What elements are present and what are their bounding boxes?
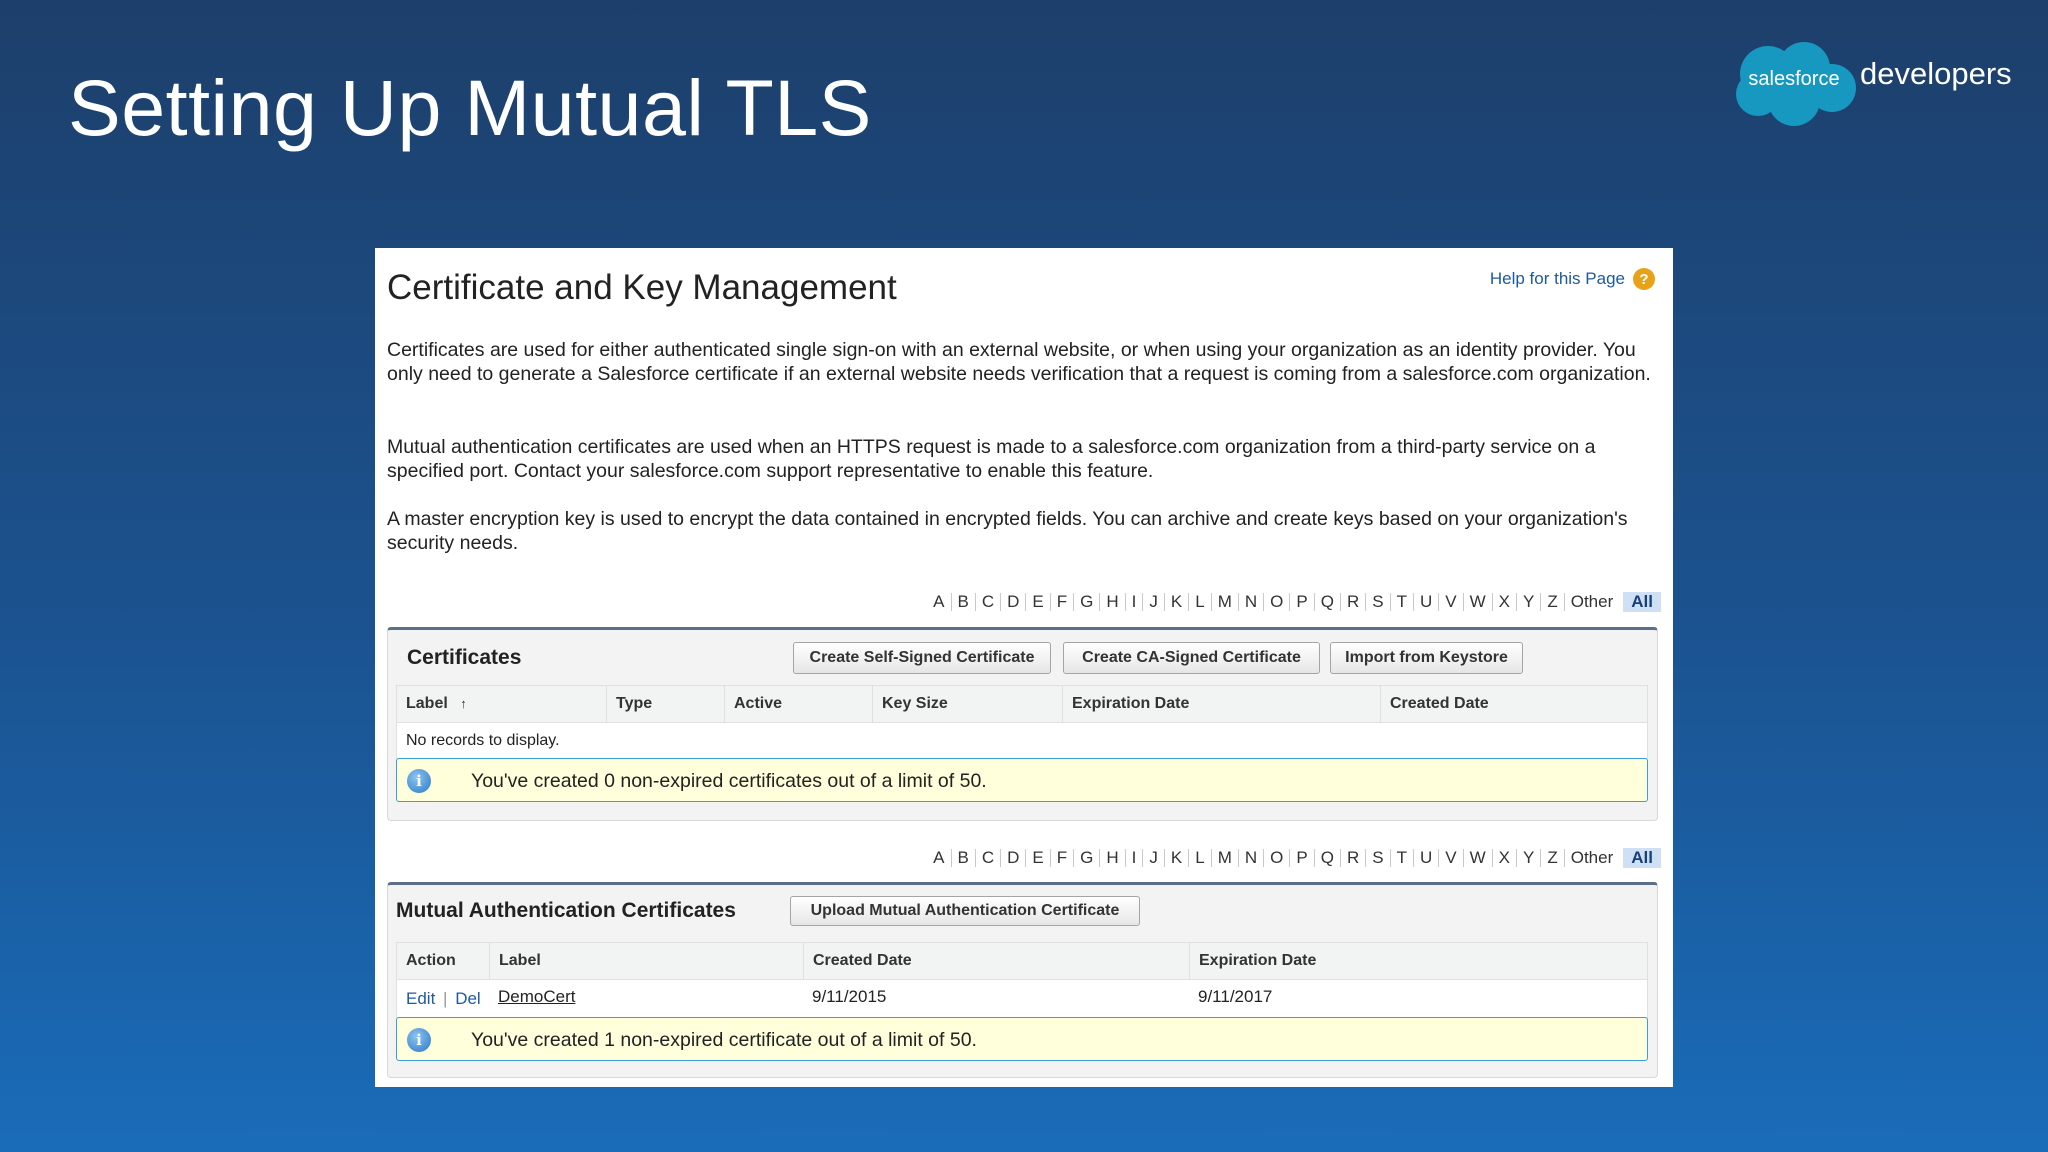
empty-records-text: No records to display. [406, 732, 560, 749]
mutual-auth-header [388, 885, 1657, 943]
column-expiration-date[interactable]: Expiration Date [1062, 686, 1380, 722]
alpha-filter-e[interactable]: E [1025, 593, 1049, 611]
certificates-info-message [396, 758, 1648, 802]
edit-link[interactable]: Edit [406, 989, 436, 1008]
column-action: Action [406, 952, 456, 969]
alpha-filter-certificates [927, 592, 1661, 612]
alpha-filter-e[interactable]: E [1025, 849, 1049, 867]
salesforce-developers-logo [1732, 38, 2022, 128]
delete-link[interactable]: Del [455, 989, 481, 1008]
alpha-filter-t[interactable]: T [1390, 849, 1413, 867]
column-label[interactable]: Label [489, 943, 803, 979]
description-certificates: Certificates are used for either authenticated single sign-on with an external website, or when using your organization as an identity provider. You only need to generate a Salesforce certificate if an external website needs verification that a request is coming from a salesforce.com organization. [387, 339, 1651, 385]
alpha-filter-o[interactable]: O [1263, 849, 1289, 867]
alpha-filter-r[interactable]: R [1340, 593, 1365, 611]
column-label-text: Label [406, 695, 448, 712]
certificates-header [388, 630, 1657, 688]
description-mutual-auth: Mutual authentication certificates are used when an HTTPS request is made to a salesforce.com organization from a third-party service on a specified port. Contact your salesforce.com support representative to enable this feature. [387, 436, 1596, 482]
help-link[interactable]: Help for this Page [1489, 269, 1625, 288]
alpha-filter-y[interactable]: Y [1516, 593, 1540, 611]
alpha-filter-l[interactable]: L [1188, 849, 1210, 867]
alpha-filter-k[interactable]: K [1164, 593, 1188, 611]
expiration-date-cell: 9/11/2017 [1198, 987, 1273, 1006]
section-title: Certificates [407, 646, 522, 669]
alpha-filter-other[interactable]: Other [1564, 849, 1620, 867]
alpha-filter-z[interactable]: Z [1540, 849, 1563, 867]
alpha-filter-t[interactable]: T [1390, 593, 1413, 611]
alpha-filter-k[interactable]: K [1164, 849, 1188, 867]
section-title: Mutual Authentication Certificates [396, 899, 736, 922]
alpha-filter-z[interactable]: Z [1540, 593, 1563, 611]
alpha-filter-n[interactable]: N [1238, 849, 1263, 867]
column-label[interactable] [397, 686, 606, 722]
alpha-filter-w[interactable]: W [1463, 593, 1492, 611]
alpha-filter-n[interactable]: N [1238, 593, 1263, 611]
alpha-filter-all[interactable]: All [1623, 848, 1661, 868]
alpha-filter-q[interactable]: Q [1314, 849, 1340, 867]
alpha-filter-all[interactable]: All [1623, 592, 1661, 612]
alpha-filter-u[interactable]: U [1413, 849, 1438, 867]
info-text: You've created 1 non-expired certificate out of a limit of 50. [471, 1029, 977, 1051]
mutual-auth-table [396, 942, 1648, 1018]
created-date-cell: 9/11/2015 [812, 987, 887, 1006]
mutual-auth-section [387, 882, 1658, 1078]
column-key-size[interactable]: Key Size [872, 686, 1062, 722]
cert-label-text[interactable]: DemoCert [498, 987, 576, 1006]
page-title: Certificate and Key Management [387, 268, 897, 307]
help-for-page[interactable] [1490, 268, 1655, 290]
alpha-filter-j[interactable]: J [1142, 849, 1164, 867]
cert-label-link[interactable] [498, 987, 575, 1007]
alpha-filter-mutual-auth [927, 848, 1661, 868]
alpha-filter-b[interactable]: B [951, 849, 975, 867]
logo-product-text: developers [1860, 56, 2012, 91]
alpha-filter-f[interactable]: F [1050, 849, 1073, 867]
alpha-filter-h[interactable]: H [1099, 593, 1124, 611]
table-header [397, 686, 1647, 723]
row-actions [406, 989, 481, 1009]
mutual-auth-info-message [396, 1017, 1648, 1061]
alpha-filter-m[interactable]: M [1211, 849, 1238, 867]
alpha-filter-p[interactable]: P [1289, 593, 1313, 611]
alpha-filter-o[interactable]: O [1263, 593, 1289, 611]
import-keystore-button[interactable]: Import from Keystore [1330, 642, 1523, 674]
alpha-filter-d[interactable]: D [1000, 593, 1025, 611]
info-text: You've created 0 non-expired certificates out of a limit of 50. [471, 770, 987, 792]
alpha-filter-a[interactable]: A [933, 592, 945, 611]
alpha-filter-i[interactable]: I [1125, 849, 1143, 867]
table-header [397, 943, 1647, 980]
create-ca-signed-button[interactable]: Create CA-Signed Certificate [1063, 642, 1320, 674]
alpha-filter-a[interactable]: A [933, 848, 945, 867]
certificates-table [396, 685, 1648, 759]
alpha-filter-q[interactable]: Q [1314, 593, 1340, 611]
alpha-filter-d[interactable]: D [1000, 849, 1025, 867]
action-separator: | [443, 989, 448, 1008]
column-created-date[interactable]: Created Date [803, 943, 1189, 979]
alpha-filter-c[interactable]: C [975, 593, 1000, 611]
alpha-filter-h[interactable]: H [1099, 849, 1124, 867]
info-icon: i [407, 769, 431, 793]
alpha-filter-s[interactable]: S [1365, 849, 1389, 867]
description-master-key: A master encryption key is used to encrypt the data contained in encrypted fields. You can archive and create keys based on your organization's security needs. [387, 508, 1628, 554]
certificate-management-screenshot [375, 248, 1673, 1087]
alpha-filter-s[interactable]: S [1365, 593, 1389, 611]
alpha-filter-u[interactable]: U [1413, 593, 1438, 611]
alpha-filter-x[interactable]: X [1492, 593, 1516, 611]
alpha-filter-p[interactable]: P [1289, 849, 1313, 867]
column-type[interactable]: Type [606, 686, 724, 722]
help-icon[interactable]: ? [1633, 268, 1655, 290]
sort-ascending-icon: ↑ [460, 696, 467, 711]
alpha-filter-b[interactable]: B [951, 593, 975, 611]
alpha-filter-other[interactable]: Other [1564, 593, 1620, 611]
alpha-filter-g[interactable]: G [1073, 593, 1099, 611]
alpha-filter-l[interactable]: L [1188, 593, 1210, 611]
alpha-filter-r[interactable]: R [1340, 849, 1365, 867]
alpha-filter-y[interactable]: Y [1516, 849, 1540, 867]
column-created-date[interactable]: Created Date [1380, 686, 1649, 722]
certificates-section [387, 627, 1658, 821]
alpha-filter-w[interactable]: W [1463, 849, 1492, 867]
alpha-filter-x[interactable]: X [1492, 849, 1516, 867]
create-self-signed-button[interactable]: Create Self-Signed Certificate [793, 642, 1051, 674]
slide-title: Setting Up Mutual TLS [68, 63, 872, 152]
alpha-filter-v[interactable]: V [1438, 593, 1462, 611]
alpha-filter-g[interactable]: G [1073, 849, 1099, 867]
info-icon: i [407, 1028, 431, 1052]
alpha-filter-i[interactable]: I [1125, 593, 1143, 611]
alpha-filter-v[interactable]: V [1438, 849, 1462, 867]
alpha-filter-f[interactable]: F [1050, 593, 1073, 611]
alpha-filter-j[interactable]: J [1142, 593, 1164, 611]
column-expiration-date[interactable]: Expiration Date [1189, 943, 1649, 979]
column-active[interactable]: Active [724, 686, 872, 722]
logo-cloud-text: salesforce [1748, 68, 1840, 90]
alpha-filter-m[interactable]: M [1211, 593, 1238, 611]
upload-mutual-auth-button[interactable]: Upload Mutual Authentication Certificate [790, 896, 1140, 926]
alpha-filter-c[interactable]: C [975, 849, 1000, 867]
